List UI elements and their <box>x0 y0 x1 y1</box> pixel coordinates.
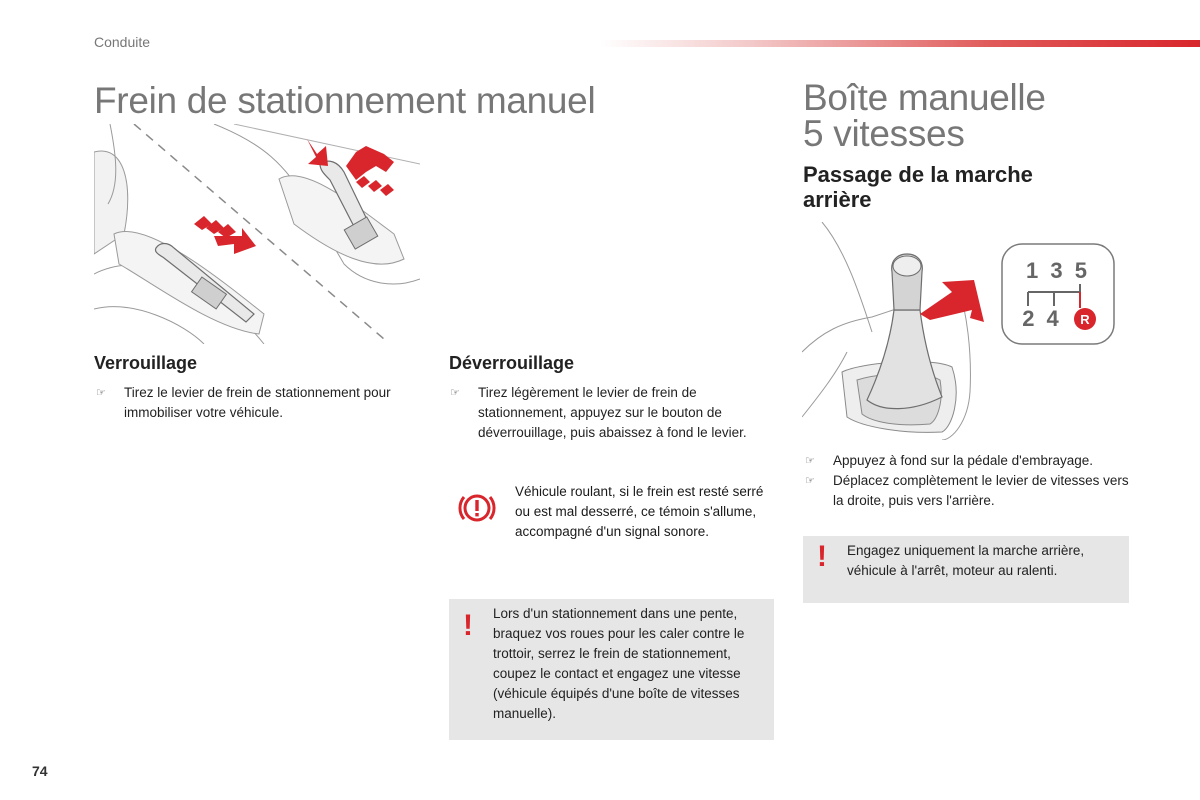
pointing-hand-icon: ☞ <box>96 387 106 399</box>
gear-bullet-1-text: Appuyez à fond sur la pédale d'embrayage. <box>833 453 1094 468</box>
gear-bullet-2-text: Déplacez complètement le levier de vitesses vers la droite, puis vers l'arrière. <box>833 473 1129 508</box>
reverse-warning-text: Engagez uniquement la marche arrière, véhicule à l'arrêt, moteur au ralenti. <box>847 543 1085 578</box>
parking-brake-illustration <box>94 124 420 344</box>
gear-bullet-1 <box>805 451 1135 471</box>
reverse-gear-badge: R <box>1080 312 1090 327</box>
pointing-hand-icon: ☞ <box>805 475 815 487</box>
reverse-gear-subtitle: Passage de la marche arrière <box>803 162 1033 212</box>
page-title-gearbox <box>803 77 1046 154</box>
brake-warning-icon <box>457 488 497 528</box>
slope-warning-text: Lors d'un stationnement dans une pente, braquez vos roues pour les caler contre le trottoir, serrez le frein de stationnement, coupez le contact et engagez une vitesse (véhicule équipés d'une boîte de vitesses manuelle). <box>493 606 745 721</box>
locking-bullet <box>96 383 406 423</box>
unlocking-bullet-text: Tirez légèrement le levier de frein de stationnement, appuyez sur le bouton de déverrouillage, puis abaissez à fond le levier. <box>478 385 747 440</box>
unlocking-bullet <box>450 383 760 443</box>
page-title-parking-brake: Frein de stationnement manuel <box>94 80 596 121</box>
gear-bullet-2 <box>805 471 1135 511</box>
pointing-hand-icon: ☞ <box>805 455 815 467</box>
reverse-warning-box <box>803 536 1129 603</box>
gearbox-title-line1: Boîte manuelle <box>803 77 1046 118</box>
unlocking-heading: Déverrouillage <box>449 353 575 373</box>
header-accent-bar <box>600 40 1200 47</box>
section-label: Conduite <box>94 34 151 50</box>
brake-alert-text: Véhicule roulant, si le frein est resté serré ou est mal desserré, ce témoin s'allume, accompagné d'un signal sonore. <box>515 484 764 539</box>
gearbox-title-line2: 5 vitesses <box>803 113 965 154</box>
gear-pattern-top: 1 3 5 <box>1026 258 1090 283</box>
slope-warning-box <box>449 599 774 740</box>
locking-bullet-text: Tirez le levier de frein de stationnement pour immobiliser votre véhicule. <box>124 385 391 420</box>
locking-heading: Verrouillage <box>94 353 198 373</box>
exclamation-icon: ! <box>463 609 473 642</box>
gear-lever-illustration <box>802 222 1128 440</box>
pointing-hand-icon: ☞ <box>450 387 460 399</box>
gear-pattern-bottom: 2 4 <box>1022 306 1062 331</box>
page-number: 74 <box>32 763 48 779</box>
exclamation-icon: ! <box>817 540 827 573</box>
